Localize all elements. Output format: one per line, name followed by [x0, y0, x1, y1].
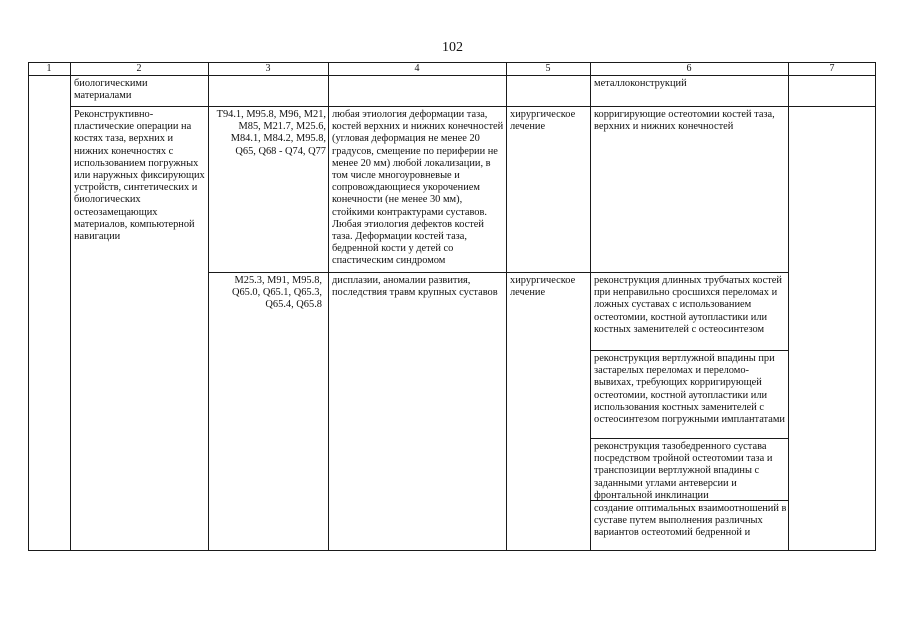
- col-border-2: [208, 62, 209, 551]
- row0-col6-text: металлоконструкций: [594, 78, 687, 89]
- header-col-4: 4: [414, 63, 420, 74]
- col-border-5: [590, 62, 591, 551]
- col-border-left: [28, 62, 29, 551]
- icd-codes-b: М25.3, М91, М95.8, Q65.0, Q65.1, Q65.3, Q65.4, Q65.8: [231, 275, 322, 311]
- model-description-a: любая этиология деформации таза, костей верхних и нижних конечностей (угловая деформация не менее 20 градусов, смещение по периферии не менее 20 мм) любой локализации, в том числе многоуровневые и сопровождающиеся укорочением конечности (не менее 30 мм), стойкими контрактурами суставов. Любая этиология дефектов костей таза. Деформации костей таза, бедренной кости у детей со спастическим синдромом: [332, 109, 504, 267]
- header-col-2: 2: [136, 63, 142, 74]
- treatment-method-b1: реконструкция длинных трубчатых костей при неправильно сросшихся переломах и ложных суставах с использованием остеотомии, костной аутопластики или костных заменителей с остеосинтезом: [594, 275, 782, 335]
- header-bottom-border: [28, 75, 876, 76]
- col-border-1: [70, 62, 71, 551]
- col-border-6: [788, 62, 789, 551]
- col6-divider-1: [590, 350, 788, 351]
- treatment-method-a: корригирующие остеотомии костей таза, верхних и нижних конечностей: [594, 109, 775, 133]
- header-col-7: 7: [829, 63, 835, 74]
- treatment-method-b3: реконструкция тазобедренного сустава посредством тройной остеотомии таза и транспозиции вертлужной впадины с заданными углами антеверсии и фронтальной инклинации: [594, 441, 773, 501]
- treatment-method-b4: создание оптимальных взаимоотношений в суставе путем выполнения различных вариантов остеотомий бедренной и: [594, 503, 787, 539]
- procedure-group-text: Реконструктивно-пластические операции на костях таза, верхних и нижних конечностях с использованием погружных или наружных фиксирующих устройств, синтетических и биологических остеозамещающих материалов, компьютерной навигации: [74, 109, 205, 243]
- row0-bottom-border: [70, 106, 876, 107]
- page-number: 102: [442, 40, 463, 55]
- row0-col2-text: биологическими материалами: [74, 78, 148, 102]
- table-bottom-border: [28, 550, 876, 551]
- header-col-6: 6: [686, 63, 692, 74]
- header-col-1: 1: [46, 63, 52, 74]
- col-border-4: [506, 62, 507, 551]
- col6-divider-2: [590, 438, 788, 439]
- icd-codes-a: Т94.1, М95.8, М96, М21, М85, М21.7, М25.6, М84.1, М84.2, М95.8, Q65, Q68 - Q74, Q77: [216, 109, 326, 157]
- treatment-method-b2: реконструкция вертлужной впадины при застарелых переломах и переломо-вывихах, требующих корригирующей остеотомии, костной аутопластики или использования костных заменителей с остеосинтезом погружными имплантатами: [594, 353, 785, 426]
- header-col-5: 5: [545, 63, 551, 74]
- col-border-3: [328, 62, 329, 551]
- medical-procedures-table: [28, 62, 876, 551]
- treatment-type-a: хирургическое лечение: [510, 109, 576, 133]
- col-border-right: [875, 62, 876, 551]
- treatment-type-b: хирургическое лечение: [510, 275, 576, 299]
- model-description-b: дисплазии, аномалии развития, последствия травм крупных суставов: [332, 275, 498, 299]
- header-col-3: 3: [265, 63, 271, 74]
- subrow-divider: [208, 272, 788, 273]
